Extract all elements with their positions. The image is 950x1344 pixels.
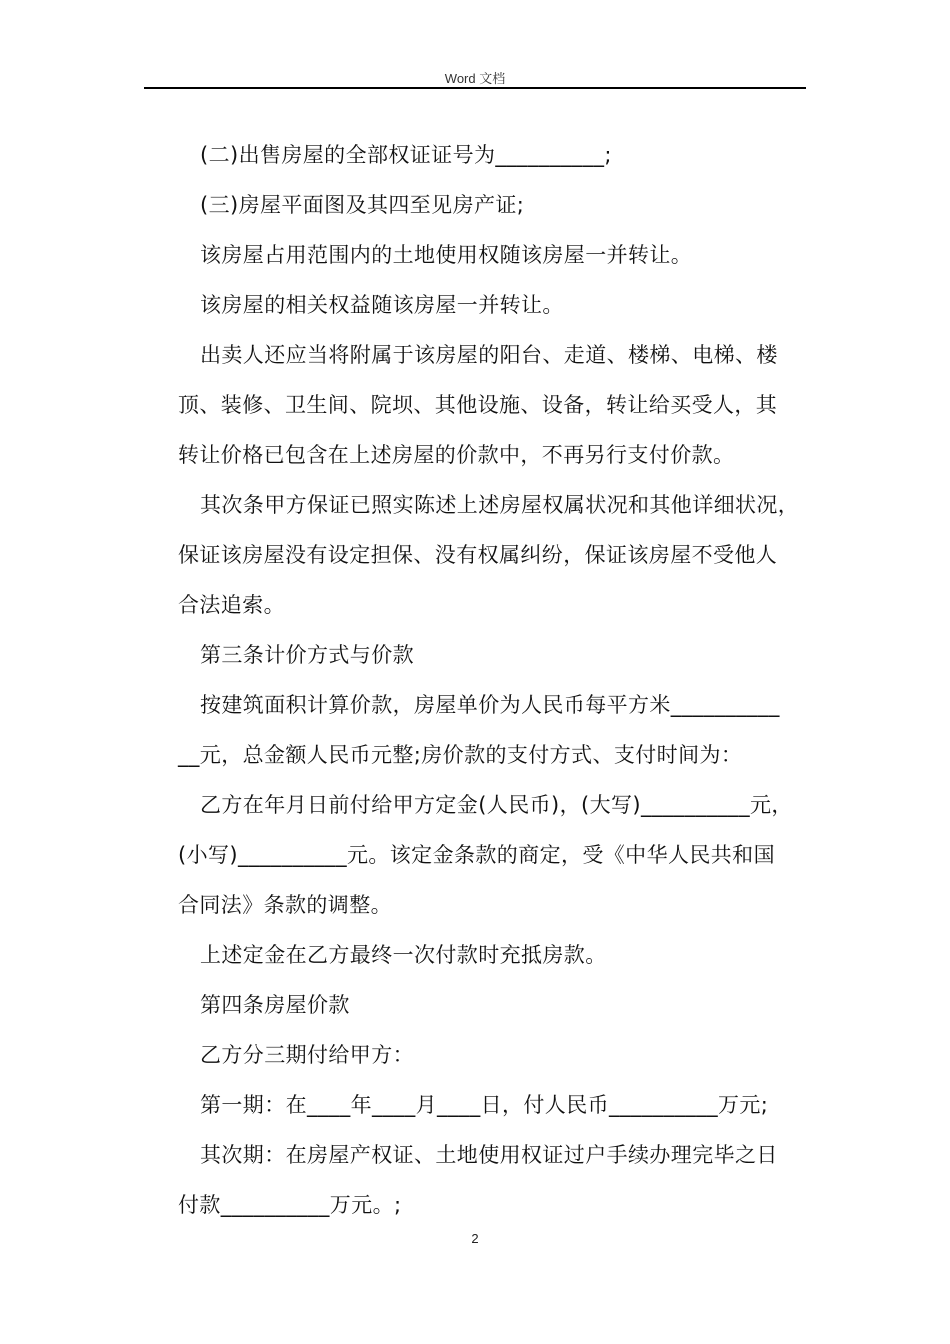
paragraph-line: (二)出售房屋的全部权证证号为__________;	[200, 143, 612, 167]
paragraph-line: 该房屋占用范围内的土地使用权随该房屋一并转让。	[200, 243, 693, 267]
paragraph-line: (三)房屋平面图及其四至见房产证;	[200, 193, 525, 217]
paragraph-line: 合法追索。	[178, 593, 285, 617]
paragraph-line: 付款__________万元。;	[178, 1193, 402, 1217]
paragraph-line: 其次条甲方保证已照实陈述上述房屋权属状况和其他详细状况，	[200, 493, 800, 517]
page-header: Word 文档	[444, 71, 506, 86]
paragraph-line: 合同法》条款的调整。	[178, 893, 392, 917]
paragraph-line: 上述定金在乙方最终一次付款时充抵房款。	[200, 943, 607, 967]
paragraph-line: 保证该房屋没有设定担保、没有权属纠纷，保证该房屋不受他人	[178, 543, 778, 567]
paragraph-line: 其次期：在房屋产权证、土地使用权证过户手续办理完毕之日	[200, 1143, 778, 1167]
document-body	[178, 130, 818, 1230]
paragraph-line: (小写)__________元。该定金条款的商定，受《中华人民共和国	[178, 843, 775, 867]
paragraph-line: 第一期：在____年____月____日，付人民币__________万元;	[200, 1093, 769, 1117]
page-number: 2	[471, 1231, 479, 1246]
header-divider	[144, 87, 806, 89]
section-heading: 第四条房屋价款	[200, 993, 350, 1017]
paragraph-line: 出卖人还应当将附属于该房屋的阳台、走道、楼梯、电梯、楼	[200, 343, 778, 367]
paragraph-line: 乙方分三期付给甲方：	[200, 1043, 414, 1067]
paragraph-line: 按建筑面积计算价款，房屋单价为人民币每平方米__________	[200, 693, 780, 717]
paragraph-line: 转让价格已包含在上述房屋的价款中，不再另行支付价款。	[178, 443, 735, 467]
paragraph-line: 乙方在年月日前付给甲方定金(人民币)，(大写)__________元，	[200, 793, 793, 817]
section-heading: 第三条计价方式与价款	[200, 643, 414, 667]
paragraph-line: 该房屋的相关权益随该房屋一并转让。	[200, 293, 564, 317]
paragraph-line: __元，总金额人民币元整;房价款的支付方式、支付时间为：	[178, 743, 743, 767]
paragraph-line: 顶、装修、卫生间、院坝、其他设施、设备，转让给买受人，其	[178, 393, 778, 417]
